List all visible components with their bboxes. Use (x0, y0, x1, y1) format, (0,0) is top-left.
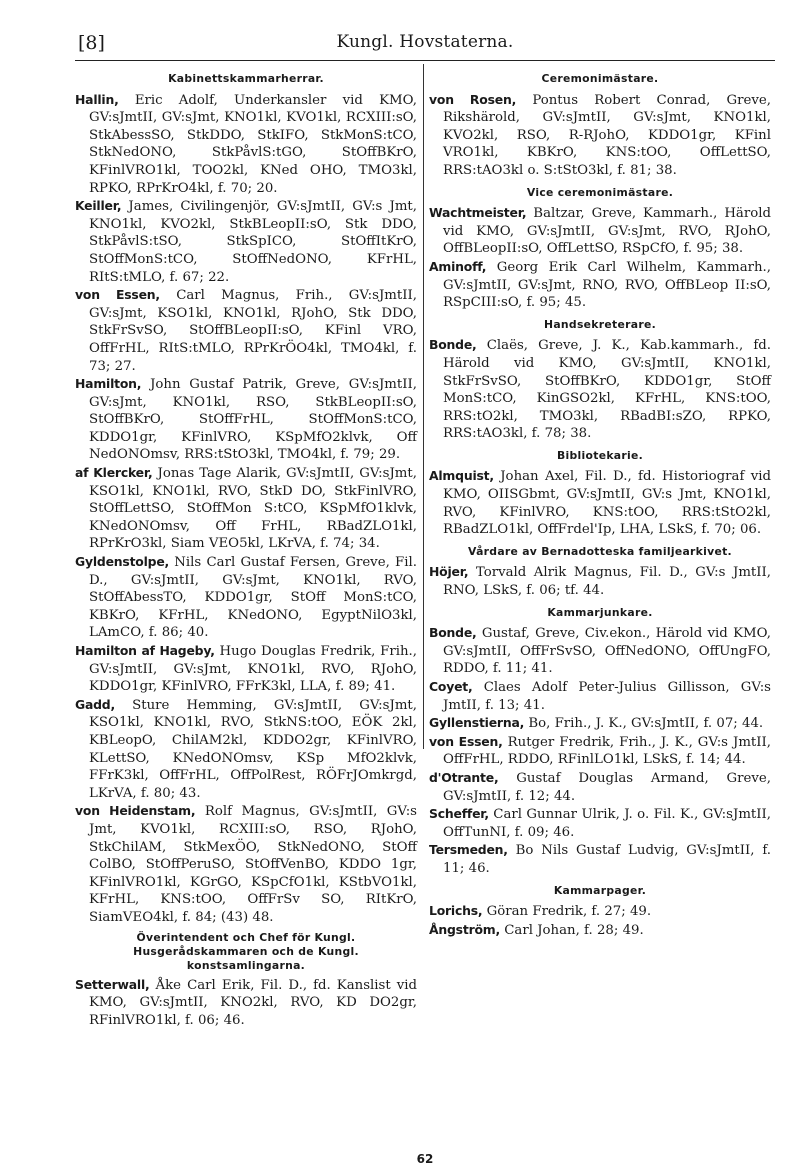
entry-text: Torvald Alrik Magnus, Fil. D., GV:s JmtII, RNO, LSkS, f. 06; tf. 44. (443, 565, 771, 599)
page-number-bracket: [8] (78, 32, 105, 54)
entry-text: Carl Johan, f. 28; 49. (500, 922, 644, 938)
entry-text: Jonas Tage Alarik, GV:sJmtII, GV:sJmt, KSO1kl, KNO1kl, RVO, StkD DO, StkFinlVRO, StOffLettSO, StOffMon S:tCO, KSpMfO1klvk, KNedONOmsv, Off FrHL, RBadZLO1kl, RPrKrO3kl, Siam VEO5kl, LKrVA, f. 74; 34. (89, 466, 417, 552)
footer-page-number: 62 (416, 1152, 434, 1166)
entry (429, 336, 771, 443)
section-title: Överintendent och Chef för Kungl. Husgerådskammaren och de Kungl. konstsamlingarna. (133, 930, 359, 972)
entry-text: Bo, Frih., J. K., GV:sJmtII, f. 07; 44. (524, 716, 764, 732)
entry-text: Hugo Douglas Fredrik, Frih., GV:sJmtII, GV:sJmt, KNO1kl, RVO, RJohO, KDDO1gr, KFinlVRO, FFrK3kl, LLA, f. 89; 41. (89, 644, 417, 695)
entry-text: Eric Adolf, Underkansler vid KMO, GV:sJmtII, GV:sJmt, KNO1kl, KVO1kl, RCXIII:sO, StkAbessSO, StkDDO, StkIFO, StkMonS:tCO, StkNedONO, StkPåvlS:tGO, StOffBKrO, KFinlVRO1kl, TOO2kl, KNed OHO, TMO3kl, RPKO, RPrKrO4kl, f. 70; 20. (89, 92, 417, 196)
right-column (429, 66, 771, 939)
entry-text: Sture Hemming, GV:sJmtII, GV:sJmt, KSO1kl, KNO1kl, RVO, StkNS:tOO, EÖK 2kl, KBLeopO, ChilAM2kl, KDDO2gr, KFinlVRO, KLettSO, KNedONOmsv, KSp MfO2klvk, FFrK3kl, OffFrHL, OffPolRest, RÖFrJOmkrgd, LKrVA, f. 80; 43. (89, 697, 417, 801)
entry-name: Scheffer, (429, 806, 489, 822)
entry (429, 204, 771, 258)
entry-text: Göran Fredrik, f. 27; 49. (482, 904, 652, 920)
entry-name: Gyldenstolpe, (75, 554, 170, 570)
entry-name: von Essen, (75, 287, 160, 303)
column-divider (423, 64, 424, 749)
entry-name: Ångström, (429, 921, 501, 937)
entry (429, 467, 771, 538)
entry (75, 91, 417, 198)
document-page (75, 28, 775, 1166)
entry-text: Nils Carl Gustaf Fersen, Greve, Fil. D., GV:sJmtII, GV:sJmt, KNO1kl, RVO, StOffAbessTO, KDDO1gr, StOff MonS:tCO, KBKrO, KFrHL, KNedONO, EgyptNilO3kl, LAmCO, f. 86; 40. (89, 555, 417, 641)
entry (75, 464, 417, 553)
section-title: Kabinettskammarherrar. (168, 72, 324, 85)
entry-text: Carl Magnus, Frih., GV:sJmtII, GV:sJmt, KSO1kl, KNO1kl, RJohO, Stk DDO, StkFrSvSO, StOffBLeopII:sO, KFinl VRO, OffFrHL, RItS:tMLO, RPrKrÖO4kl, TMO4kl, f. 73; 27. (89, 288, 417, 374)
section-title: Bibliotekarie. (556, 448, 644, 462)
entry (429, 678, 771, 714)
entry (75, 197, 417, 286)
entry-name: Lorichs, (429, 903, 483, 919)
entry-name: Coyet, (429, 679, 473, 694)
entry (429, 624, 771, 678)
entry-name: Höjer, (429, 564, 469, 580)
entry-text: Georg Erik Carl Wilhelm, Kammarh., GV:sJmtII, GV:sJmt, RNO, RVO, OffBLeop II:sO, RSpCIII:sO, f. 95; 45. (443, 259, 771, 311)
entry (75, 802, 417, 926)
section-title: Handsekreterare. (544, 317, 656, 331)
entry-text: Johan Axel, Fil. D., fd. Historiograf vid KMO, OIISGbmt, GV:sJmtII, GV:s Jmt, KNO1kl, RVO, KFinlVRO, KNS:tOO, RRS:tStO2kl, RBadZLO1kl, OffFrdel'Ip, LHA, LSkS, f. 70; 06. (443, 469, 771, 538)
section-title: Vice ceremonimästare. (526, 185, 674, 199)
entry-name: Gadd, (75, 696, 115, 712)
entry-name: Almquist, (429, 468, 494, 484)
entry-text: Gustaf Douglas Armand, Greve, GV:sJmtII, f. 12; 44. (443, 770, 771, 804)
entry-text: Rolf Magnus, GV:sJmtII, GV:s Jmt, KVO1kl, RCXIII:sO, RSO, RJohO, StkChilAM, StkMexÖO, StkNedONO, StOff ColBO, StOffPeruSO, StOffVenBO, KDDO 1gr, KFinlVRO1kl, KGrGO, KSpCfO1kl, KStbVO1kl, KFrHL, KNS:tOO, OffFrSv SO, RItKrO, SiamVEO4kl, f. 84; (43) 48. (89, 804, 417, 925)
entry (429, 805, 771, 841)
entry-name: Keiller, (75, 198, 122, 214)
entry-name: d'Otrante, (429, 769, 499, 785)
entry (75, 696, 417, 803)
entry (75, 286, 417, 375)
entry-text: Gustaf, Greve, Civ.ekon., Härold vid KMO, GV:sJmtII, OffFrSvSO, OffNedONO, OffUngFO, RDDO, f. 11; 41. (443, 626, 771, 677)
entry (75, 976, 417, 1030)
entry-text: Claes Adolf Peter-Julius Gillisson, GV:s JmtII, f. 13; 41. (443, 680, 771, 713)
entry-name: von Heidenstam, (75, 803, 196, 819)
entry (429, 714, 771, 733)
entry-name: Aminoff, (429, 258, 487, 274)
entry (429, 258, 771, 312)
entry-name: Gyllenstierna, (429, 715, 525, 731)
entry (429, 563, 771, 599)
entry (75, 553, 417, 642)
section-title: Kammarjunkare. (547, 605, 653, 619)
header-rule (75, 60, 775, 61)
entry-name: Bonde, (429, 337, 477, 353)
section-title: Kammarpager. (553, 883, 647, 897)
entry-name: Hallin, (75, 91, 119, 107)
entry-text: Rutger Fredrik, Frih., J. K., GV:s JmtII, OffFrHL, RDDO, RFinlLO1kl, LSkS, f. 14; 44. (443, 734, 771, 768)
entry-name: Wachtmeister, (429, 205, 527, 221)
entry-text: Bo Nils Gustaf Ludvig, GV:sJmtII, f. 11; 46. (443, 843, 771, 876)
entry (75, 642, 417, 696)
entry-text: Carl Gunnar Ulrik, J. o. Fil. K., GV:sJmtII, OffTunNI, f. 09; 46. (443, 807, 771, 840)
entry-text: Claës, Greve, J. K., Kab.kammarh., fd. Härold vid KMO, GV:sJmtII, KNO1kl, StkFrSvSO, StOffBKrO, KDDO1gr, StOff MonS:tCO, KinGSO2kl, KFrHL, KNS:tOO, RRS:tO2kl, TMO3kl, RBadBI:sZO, RPKO, RRS:tAO3kl, f. 78; 38. (443, 338, 771, 442)
page-header (75, 28, 775, 62)
entry-name: Hamilton af Hageby, (75, 643, 215, 658)
running-title: Kungl. Hovstaterna. (336, 32, 514, 52)
section-title: Vårdare av Bernadotteska familjearkivet. (468, 544, 732, 558)
entry (429, 902, 771, 921)
entry-text: John Gustaf Patrik, Greve, GV:sJmtII, GV:sJmt, KNO1kl, RSO, StkBLeopII:sO, StOffBKrO, StOffFrHL, StOffMonS:tCO, KDDO1gr, KFinlVRO, KSpMfO2klvk, Off NedONOmsv, RRS:tStO3kl, TMO4kl, f. 79; 29. (89, 377, 417, 463)
entry-text: James, Civilingenjör, GV:sJmtII, GV:s Jmt, KNO1kl, KVO2kl, StkBLeopII:sO, Stk DDO, StkPåvlS:tSO, StkSpICO, StOffItKrO, StOffMonS:tCO, StOffNedONO, KFrHL, RItS:tMLO, f. 67; 22. (89, 199, 417, 285)
entry (429, 733, 771, 769)
entry-name: von Rosen, (429, 91, 517, 107)
entry (429, 921, 771, 940)
entry (75, 375, 417, 464)
entry-text: Pontus Robert Conrad, Greve, Rikshärold, GV:sJmtII, GV:sJmt, KNO1kl, KVO2kl, RSO, R-RJohO, KDDO1gr, KFinl VRO1kl, KBKrO, KNS:tOO, OffLettSO, RRS:tAO3kl o. S:tStO3kl, f. 81; 38. (443, 92, 772, 178)
entry-name: Bonde, (429, 625, 477, 641)
entry-text: Baltzar, Greve, Kammarh., Härold vid KMO, GV:sJmtII, GV:sJmt, RVO, RJohO, OffBLeopII:sO, OffLettSO, RSpCfO, f. 95; 38. (443, 206, 771, 257)
entry (429, 769, 771, 805)
entry (429, 841, 771, 877)
entry-name: Tersmeden, (429, 842, 508, 858)
entry-text: Åke Carl Erik, Fil. D., fd. Kanslist vid KMO, GV:sJmtII, KNO2kl, RVO, KD DO2gr, RFinlVRO1kl, f. 06; 46. (89, 977, 417, 1028)
section-title: Ceremonimästare. (541, 72, 659, 85)
entry-name: af Klercker, (75, 465, 153, 481)
entry-name: Setterwall, (75, 976, 150, 992)
entry-name: Hamilton, (75, 376, 142, 392)
entry (429, 91, 771, 180)
left-column (75, 66, 417, 1029)
entry-name: von Essen, (429, 733, 503, 749)
